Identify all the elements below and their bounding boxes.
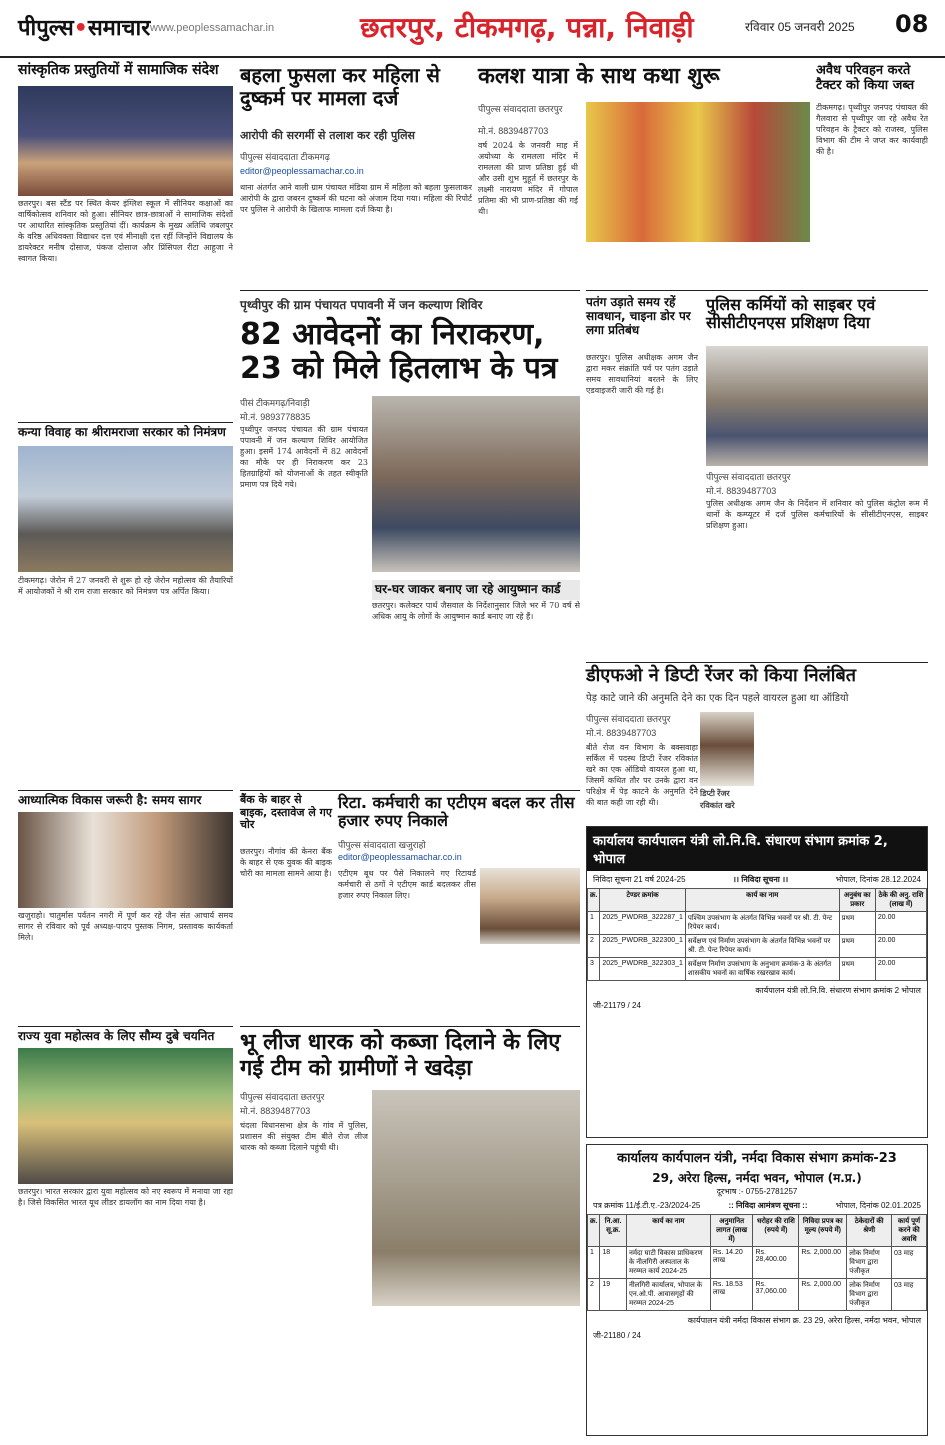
notice1-date: भोपाल, दिनांक 28.12.2024 bbox=[835, 875, 921, 884]
story-s15-body: चंदला विधानसभा क्षेत्र के गांव में पुलिस, प्रशासन की संयुक्त टीम बीते रोज लीज धारक को कब्जा दिलाने पहुंची थी। bbox=[240, 1121, 368, 1152]
story-s8-body: टीकमगढ़। जेरोन में 27 जनवरी से शुरू हो रहे जेरोन महोत्सव की तैयारियों में आयोजकों ने श्री राम राजा सरकार को निमंत्रण पत्र अर्पित किया। bbox=[18, 576, 233, 596]
notice1-table-cell: 3 bbox=[588, 958, 600, 981]
story-s15-byline: पीपुल्स संवाददाता छतरपुर bbox=[240, 1092, 325, 1102]
issue-date: रविवार 05 जनवरी 2025 bbox=[745, 20, 855, 34]
story-s3-headline[interactable]: कलश यात्रा के साथ कथा शुरू bbox=[478, 64, 720, 89]
story-s10-body: बीते रोज वन विभाग के बक्सवाहा सर्किल में पदस्थ डिप्टी रेंजर रविकांत खरे का एक ऑडियो वायरल हुआ था, जिसमें कथित तौर पर उनके द्वारा वन परिक्षेत्र में पेड़ काटने के अनुमति देने की बात कही जा रही थी। bbox=[586, 743, 698, 807]
story-s4-headline[interactable]: अवैध परिवहन करते टैक्टर को किया जब्त bbox=[816, 63, 915, 93]
story-s5-phone: मो.नं. 9893778835 bbox=[240, 412, 311, 422]
story-s10-headline[interactable]: डीएफओ ने डिप्टी रेंजर को किया निलंबित bbox=[586, 665, 856, 686]
story-s15-headline[interactable]: भू लीज धारक को कब्जा दिलाने के लिए गई टीम को ग्रामीणों ने खदेड़ा bbox=[240, 1030, 561, 1081]
divider bbox=[18, 790, 233, 791]
notice2-footer: कार्यपालन यंत्री नर्मदा विकास संभाग क्र. 23 29, अरेरा हिल्स, नर्मदा भवन, भोपाल bbox=[687, 1316, 921, 1325]
notice1-table-header-cell: ठेके की अनु. राशि (लाख में) bbox=[875, 889, 926, 912]
story-s15-photo bbox=[372, 1090, 580, 1306]
story-s6-headline[interactable]: पतंग उड़ाते समय रहें सावधान, चाइना डोर पर लगा प्रतिबंध bbox=[586, 295, 691, 337]
story-s7-byline: पीपुल्स संवाददाता छतरपुर bbox=[706, 472, 791, 482]
story-s4-body: टीकमगढ़। पृथ्वीपुर जनपद पंचायत की गैलवारा से पृथ्वीपुर जा रहे अवैध रेत परिवहन के ट्रैक्टर को राजस्व, पुलिस विभाग की टीम ने जप्त कर कार्यवाही की है। bbox=[816, 103, 928, 156]
notice2-table bbox=[587, 1214, 927, 1311]
notice1-table-cell: सर्वेक्षण एवं निर्माण उपसंभाग के अंतर्गत विभिन्न भवनों पर श्री. टी. पेन्ट रिपेयर कार्य। bbox=[685, 935, 839, 958]
notice2-table-cell: Rs. 2,000.00 bbox=[799, 1279, 847, 1311]
notice1-table-cell: प्रथम bbox=[839, 935, 875, 958]
notice2-table-row bbox=[588, 1279, 927, 1311]
notice1-code: जी-21179 / 24 bbox=[593, 1001, 641, 1010]
story-s11-headline[interactable]: आध्यात्मिक विकास जरूरी है: समय सागर bbox=[18, 793, 202, 807]
notice2-table-cell: नर्मदा घाटी विकास प्राधिकरण के नीलगिरी अस्पताल के मरम्मत कार्य 2024-25 bbox=[626, 1247, 710, 1279]
story-s5-kicker: पृथ्वीपुर की ग्राम पंचायत पपावनी में जन कल्याण शिविर bbox=[240, 298, 483, 312]
notice2-phone: दूरभाष :- 0755-2781257 bbox=[716, 1187, 798, 1196]
notice1-table-cell: 20.00 bbox=[875, 912, 926, 935]
tender-notice-1 bbox=[586, 826, 928, 1138]
story-s2-headline[interactable]: बहला फुसला कर महिला से दुष्कर्म पर मामला दर्ज bbox=[240, 63, 440, 110]
story-s12-headline[interactable]: बैंक के बाहर से बाइक, दस्तावेज ले गए चोर bbox=[240, 793, 332, 832]
story-s7-photo bbox=[706, 346, 928, 466]
notice1-table-header-cell: क्र. bbox=[588, 889, 600, 912]
notice1-table-header-cell: अनुबंध का प्रकार bbox=[839, 889, 875, 912]
notice2-table-cell: 03 माह bbox=[892, 1279, 927, 1311]
notice2-table-header-cell: धरोहर की राशि (रुपये में) bbox=[753, 1215, 799, 1247]
story-s3-byline: पीपुल्स संवाददाता छतरपुर bbox=[478, 104, 563, 114]
story-s11-body: खजुराहो। चातुर्मास पर्वतन नगरी में पूर्ण कर रहे जैन संत आचार्य समय सागर से रविवार को पूर्व अध्यक्ष-पादप पुस्तक निगम, प्रस्तावक कार्यकर्ता मिले। bbox=[18, 911, 233, 942]
notice2-date: भोपाल, दिनांक 02.01.2025 bbox=[835, 1201, 921, 1210]
story-s3-body: वर्ष 2024 के जनवरी माह में अयोध्या के रामलला मंदिर में रामलला की प्राण प्रतिष्ठा हुई थी और उसी शुभ मुहूर्त में छतरपुर के लक्ष्मी नारायण मंदिर में गोपाल प्रतिमा की भी प्राण-प्रतिष्ठा की गई थी। bbox=[478, 141, 578, 216]
story-s9-headline[interactable]: घर-घर जाकर बनाए जा रहे आयुष्मान कार्ड bbox=[372, 580, 580, 600]
divider bbox=[586, 662, 928, 663]
page-number: 08 bbox=[895, 10, 929, 38]
story-s5-photo bbox=[372, 396, 580, 572]
notice2-table-cell: Rs. 14.20 लाख bbox=[710, 1247, 753, 1279]
story-s2-email[interactable]: editor@peoplessamachar.co.in bbox=[240, 166, 364, 176]
notice1-table-cell: सर्वेक्षण निर्माण उपसंभाग के अनुभाग क्रमांक-3 के अंतर्गत शासकीय भवनों का वार्षिक रखरखाव कार्य। bbox=[685, 958, 839, 981]
story-s9-body: छतरपुर। कलेक्टर पार्थ जैसवाल के निर्देशानुसार जिले भर में 70 वर्ष से अधिक आयु के लोगों के आयुष्मान कार्ड बनाए जा रहे हैं। bbox=[372, 601, 580, 621]
notice2-table-header-cell: निविदा प्रपत्र का मूल्य (रुपये में) bbox=[799, 1215, 847, 1247]
notice2-title2: 29, अरेरा हिल्स, नर्मदा भवन, भोपाल (म.प्र.) bbox=[652, 1171, 862, 1185]
story-s2-body: थाना अंतर्गत आने वाली ग्राम पंचायत मंडिया ग्राम में महिला को बहला फुसलाकर आरोपी के द्वारा जबरन दुष्कर्म की घटना को अंजाम दिया गया। महिला की रिपोर्ट पर पुलिस ने आरोपी के खिलाफ मामला दर्ज किया है। bbox=[240, 183, 472, 214]
story-s10-subhead: पेड़ काटे जाने की अनुमति देने का एक दिन पहले वायरल हुआ था ऑडियो bbox=[586, 693, 849, 704]
notice2-title: कार्यालय कार्यपालन यंत्री, नर्मदा विकास संभाग क्रमांक-23 bbox=[617, 1151, 897, 1166]
story-s7-headline[interactable]: पुलिस कर्मियों को साइबर एवं सीसीटीएनएस प्रशिक्षण दिया bbox=[706, 295, 876, 333]
story-s7-body: पुलिस अधीक्षक अगम जैन के निर्देशन में शनिवार को पुलिस कंट्रोल रूम में थानों के कम्प्यूटर में दर्ज पुलिस कर्मचारियों के सीसीटीएनएस, साइबर प्रशिक्षण हुआ। bbox=[706, 499, 928, 530]
story-s13-byline: पीपुल्स संवाददाता खजुराहो bbox=[338, 840, 426, 850]
notice1-table-row bbox=[588, 935, 927, 958]
story-s13-email[interactable]: editor@peoplessamachar.co.in bbox=[338, 852, 462, 862]
story-s12-body: छतरपुर। नौगांव की केनरा बैंक के बाहर से एक युवक की बाइक चोरी का मामला सामने आया है। bbox=[240, 847, 332, 878]
notice1-table-row bbox=[588, 958, 927, 981]
divider bbox=[18, 422, 233, 423]
notice2-table-cell: लोक निर्माण विभाग द्वारा पंजीकृत bbox=[847, 1279, 892, 1311]
notice2-table-cell: 03 माह bbox=[892, 1247, 927, 1279]
divider bbox=[18, 1026, 233, 1027]
notice1-table-cell: 2 bbox=[588, 935, 600, 958]
story-s2-subhead: आरोपी की सरगर्मी से तलाश कर रही पुलिस bbox=[240, 129, 415, 142]
story-s6-body: छतरपुर। पुलिस अधीक्षक अगम जैन द्वारा मकर संक्रांति पर्व पर पतंग उड़ाते समय सावधानियां बरतने के लिए एडवाइजरी जारी की गई है। bbox=[586, 353, 698, 395]
notice2-table-header-cell: ठेकेदारों की श्रेणी bbox=[847, 1215, 892, 1247]
notice2-table-header-cell: नि.आ. सू.क्र. bbox=[600, 1215, 627, 1247]
story-s5-body: पृथ्वीपुर जनपद पंचायत की ग्राम पंचायत पपावनी में जन कल्याण शिविर आयोजित हुआ। इसमें 174 आवेदनों में 82 आवेदनों का मौके पर ही निराकरण कर 23 हितग्राहियों को योजनाओं के तहत स्वीकृति प्रमाण पत्र दिये गये। bbox=[240, 425, 368, 489]
story-s1-headline[interactable]: सांस्कृतिक प्रस्तुतियों में सामाजिक संदेश bbox=[18, 62, 219, 78]
notice1-table-cell: 20.00 bbox=[875, 935, 926, 958]
notice1-table-cell: 2025_PWDRB_322300_1 bbox=[600, 935, 686, 958]
divider bbox=[586, 290, 928, 291]
divider bbox=[240, 1026, 580, 1027]
notice1-table-cell: प्रथम bbox=[839, 912, 875, 935]
notice2-table-cell: लोक निर्माण विभाग द्वारा पंजीकृत bbox=[847, 1247, 892, 1279]
story-s8-headline[interactable]: कन्या विवाह का श्रीरामराजा सरकार को निमंत्रण bbox=[18, 425, 226, 439]
notice2-label: :: निविदा आमंत्रण सूचना :: bbox=[728, 1201, 808, 1210]
notice1-footer: कार्यपालन यंत्री लो.नि.वि. संधारण संभाग क्रमांक 2 भोपाल bbox=[755, 986, 921, 995]
notice2-number: पत्र क्रमांक 11/ई.टी.ए.-23/2024-25 bbox=[593, 1201, 701, 1210]
story-s7-phone: मो.नं. 8839487703 bbox=[706, 486, 777, 496]
notice1-table-header-cell: कार्य का नाम bbox=[685, 889, 839, 912]
notice2-table-header-cell: अनुमानित लागत (लाख में) bbox=[710, 1215, 753, 1247]
notice1-number: निविदा सूचना 21 वर्ष 2024-25 bbox=[593, 875, 686, 884]
notice1-table-cell: 2025_PWDRB_322303_1 bbox=[600, 958, 686, 981]
story-s13-body: एटीएम बूथ पर पैसे निकालने गए रिटायर्ड कर्मचारी से ठगों ने एटीएम कार्ड बदलकर तीस हजार रुपए निकाल लिए। bbox=[338, 869, 476, 900]
notice1-table-cell: 20.00 bbox=[875, 958, 926, 981]
story-s10-caption1: डिप्टी रेंजर bbox=[700, 789, 730, 798]
notice1-table bbox=[587, 888, 927, 981]
notice1-label: ।। निविदा सूचना ।। bbox=[733, 875, 789, 884]
edition-title: छतरपुर, टीकमगढ़, पन्ना, निवाड़ी bbox=[360, 11, 694, 44]
logo-dot: • bbox=[73, 16, 88, 41]
notice1-table-cell: प्रथम bbox=[839, 958, 875, 981]
story-s1-photo bbox=[18, 86, 233, 196]
notice1-table-cell: 1 bbox=[588, 912, 600, 935]
notice2-table-cell: Rs. 2,000.00 bbox=[799, 1247, 847, 1279]
story-s13-photo bbox=[480, 868, 580, 944]
notice1-table-cell: 2025_PWDRB_322287_1 bbox=[600, 912, 686, 935]
divider bbox=[240, 790, 580, 791]
notice2-table-cell: Rs. 37,060.00 bbox=[753, 1279, 799, 1311]
notice2-table-header-cell: क्र. bbox=[588, 1215, 600, 1247]
notice1-title: कार्यालय कार्यपालन यंत्री लो.नि.वि. संधारण संभाग क्रमांक 2, भोपाल bbox=[587, 827, 927, 871]
notice1-table-cell: पश्चिम उपसंभाग के अंतर्गत विभिन्न भवनों पर श्री. टी. पेन्ट रिपेयर कार्य। bbox=[685, 912, 839, 935]
notice1-table-header-cell: टेण्डर क्रमांक bbox=[600, 889, 686, 912]
story-s3-phone: मो.नं. 8839487703 bbox=[478, 126, 549, 136]
story-s3-photo bbox=[586, 102, 810, 242]
newspaper-logo[interactable] bbox=[18, 12, 150, 42]
story-s14-body: छतरपुर। भारत सरकार द्वारा युवा महोत्सव को नए स्वरूप में मनाया जा रहा है। जिसे विकसित भारत यूथ लीडर डायलॉग का नाम दिया गया है। bbox=[18, 1187, 233, 1207]
story-s11-photo bbox=[18, 812, 233, 908]
notice2-table-cell: 2 bbox=[588, 1279, 600, 1311]
story-s14-photo bbox=[18, 1048, 233, 1184]
divider bbox=[240, 290, 580, 291]
notice1-table-row bbox=[588, 912, 927, 935]
story-s10-photo bbox=[700, 712, 754, 786]
notice2-table-cell: Rs. 28,400.00 bbox=[753, 1247, 799, 1279]
notice2-table-header-cell: कार्य का नाम bbox=[626, 1215, 710, 1247]
story-s10-caption2: रविकांत खरे bbox=[700, 801, 735, 810]
story-s5-byline: पीसं टीकमगढ़/निवाड़ी bbox=[240, 398, 310, 408]
tender-notice-2 bbox=[586, 1144, 928, 1436]
notice2-table-cell: Rs. 18.53 लाख bbox=[710, 1279, 753, 1311]
story-s10-byline: पीपुल्स संवाददाता छतरपुर bbox=[586, 714, 671, 724]
masthead bbox=[0, 0, 945, 58]
notice2-table-row bbox=[588, 1247, 927, 1279]
story-s2-byline: पीपुल्स संवाददाता टीकमगढ़ bbox=[240, 152, 330, 162]
story-s14-headline[interactable]: राज्य युवा महोत्सव के लिए सौम्य दुबे चयनित bbox=[18, 1029, 215, 1043]
story-s13-headline[interactable]: रिटा. कर्मचारी का एटीएम बदल कर तीस हजार रुपए निकाले bbox=[338, 793, 575, 831]
story-s15-phone: मो.नं. 8839487703 bbox=[240, 1106, 311, 1116]
notice2-table-cell: 19 bbox=[600, 1279, 627, 1311]
notice2-table-cell: 1 bbox=[588, 1247, 600, 1279]
notice2-table-header-cell: कार्य पूर्ण करने की अवधि bbox=[892, 1215, 927, 1247]
story-s5-headline[interactable]: 82 आवेदनों का निराकरण, 23 को मिले हितलाभ के पत्र bbox=[240, 317, 558, 386]
story-s1-body: छतरपुर। बस स्टैंड पर स्थित केयर इंग्लिश स्कूल में सीनियर कक्षाओं का वार्षिकोत्सव शनिवार को हुआ। सीनियर छात्र-छात्राओं ने सामाजिक संदेशों पर आधारित सांस्कृतिक प्रस्तुतियां दीं। कार्यक्रम के मुख्य अतिथि जबलपुर के वरिष्ठ अधिवक्ता विद्याधर दत्त एवं मीनाक्षी दत्त रहीं जिन्होंने विद्यालय के डायरेक्टर मनीष दोसाज, पंकज दोसाज और प्रिंसिपल रीटा आहूजा ने स्वागत किया। bbox=[18, 199, 233, 263]
story-s8-photo bbox=[18, 446, 233, 572]
logo-part1: पीपुल्स bbox=[18, 16, 74, 41]
story-s10-phone: मो.नं. 8839487703 bbox=[586, 728, 657, 738]
notice2-table-cell: नीलगिरी कार्यालय, भोपाल के एन.ओ.पी. आवासगृहों की मरम्मत 2024-25 bbox=[626, 1279, 710, 1311]
logo-part2: समाचार bbox=[87, 16, 151, 41]
site-url[interactable]: www.peoplessamachar.in bbox=[150, 22, 275, 34]
notice2-table-cell: 18 bbox=[600, 1247, 627, 1279]
story-s1-head-wrap bbox=[18, 62, 233, 85]
notice2-code: जी-21180 / 24 bbox=[593, 1331, 641, 1340]
